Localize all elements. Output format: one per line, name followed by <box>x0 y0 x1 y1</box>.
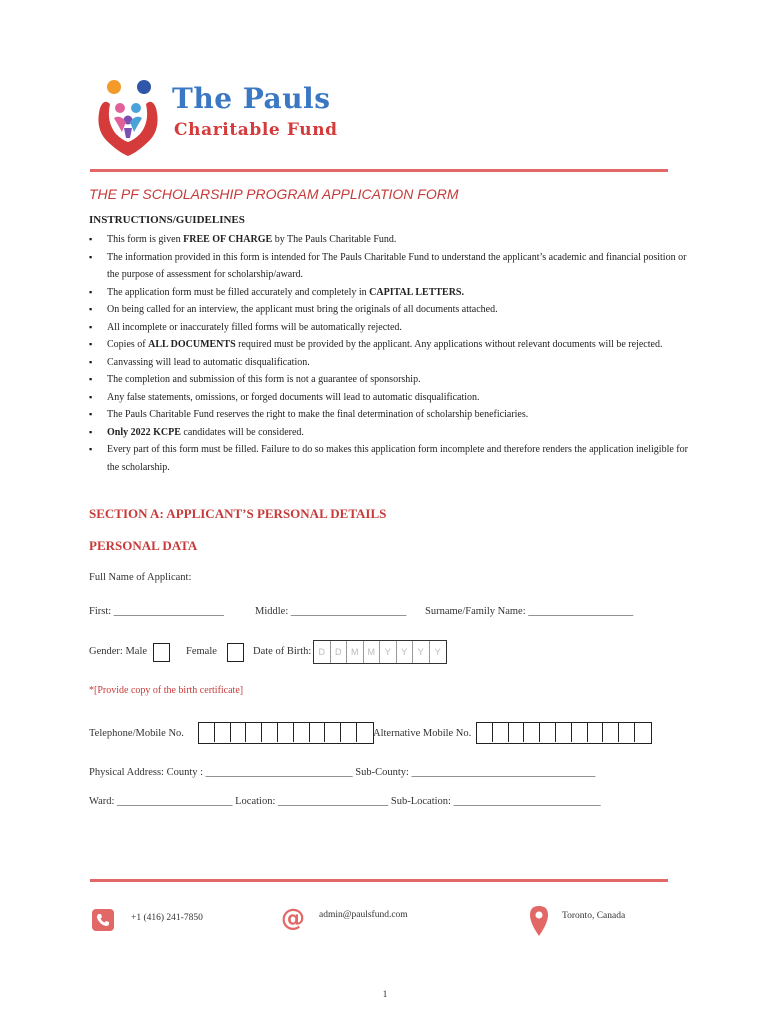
instruction-text: by The Pauls Charitable Fund. <box>272 234 397 245</box>
svg-text:@: @ <box>281 904 305 932</box>
instruction-text: Every part of this form must be filled. Failure to do so makes this application form incomplete and therefore renders the application ineligible for the scholarship. <box>107 444 688 473</box>
phone-input[interactable] <box>198 722 374 744</box>
instruction-text: The information provided in this form is intended for The Pauls Charitable Fund to understand the applicant’s academic and financial position or the purpose of assessment for scholarship/award. <box>107 251 687 280</box>
male-checkbox[interactable] <box>153 643 170 662</box>
dob-digit-box[interactable]: Y <box>413 641 430 663</box>
footer-divider <box>90 879 668 882</box>
dob-digit-box[interactable]: M <box>347 641 364 663</box>
first-name-field[interactable]: First: _____________________ <box>89 606 225 617</box>
dob-digit-box[interactable]: D <box>331 641 348 663</box>
middle-name-field[interactable]: Middle: ______________________ <box>255 606 407 617</box>
footer-location: Toronto, Canada <box>562 911 626 921</box>
phone-icon <box>92 909 114 931</box>
gender-female-label: Female <box>186 646 217 657</box>
instruction-text: Any false statements, omissions, or forged documents will lead to automatic disqualification. <box>107 391 480 403</box>
instruction-text: The completion and submission of this form is not a guarantee of sponsorship. <box>107 374 421 385</box>
instruction-emphasis: FREE OF CHARGE <box>183 234 273 245</box>
dob-digit-box[interactable]: Y <box>397 641 414 663</box>
brand-subtitle: Charitable Fund <box>174 120 338 140</box>
dob-digit-box[interactable]: Y <box>380 641 397 663</box>
map-pin-icon <box>529 905 549 937</box>
full-name-label: Full Name of Applicant: <box>89 572 192 583</box>
surname-field[interactable]: Surname/Family Name: ____________________ <box>425 606 634 617</box>
instruction-item <box>89 249 689 284</box>
page-number: 1 <box>382 989 388 999</box>
instruction-item <box>89 406 689 424</box>
instruction-text: The application form must be filled accurately and completely in <box>107 286 370 298</box>
instruction-text: All incomplete or inaccurately filled forms will be automatically rejected. <box>107 321 402 333</box>
instruction-item <box>89 424 689 442</box>
instruction-emphasis: Only 2022 KCPE <box>107 426 181 438</box>
ward-location-fields[interactable]: Ward: ______________________ Location: _____________________ Sub-Location: ____________________________ <box>89 796 601 807</box>
header-divider <box>90 169 668 172</box>
logo-mark <box>92 78 164 160</box>
birth-certificate-note: *[Provide copy of the birth certificate] <box>89 685 244 696</box>
instruction-text: This form is given <box>107 234 184 245</box>
instruction-item <box>89 371 689 389</box>
instruction-item <box>89 301 689 319</box>
phone-label: Telephone/Mobile No. <box>89 728 184 739</box>
dob-label: Date of Birth: <box>253 646 312 657</box>
instruction-item <box>89 284 689 302</box>
section-a-heading: SECTION A: APPLICANT’S PERSONAL DETAILS <box>89 506 387 521</box>
dob-digit-box[interactable]: Y <box>434 647 441 657</box>
address-fields[interactable]: Physical Address: County : ____________________________ Sub-County: ___________________________________ <box>89 767 596 778</box>
dob-digit-box[interactable]: D <box>314 641 331 663</box>
footer-phone: +1 (416) 241-7850 <box>131 913 203 923</box>
instructions-list <box>89 231 689 476</box>
instruction-emphasis: CAPITAL LETTERS. <box>369 286 464 298</box>
alt-phone-label: Alternative Mobile No. <box>373 728 472 739</box>
instruction-text: The Pauls Charitable Fund reserves the right to make the final determination of scholarship beneficiaries. <box>107 409 529 420</box>
instruction-text: Canvassing will lead to automatic disqualification. <box>107 356 310 368</box>
instruction-item <box>89 389 689 407</box>
instruction-emphasis: ALL DOCUMENTS <box>148 339 236 350</box>
instruction-item <box>89 441 689 476</box>
instruction-item <box>89 231 689 249</box>
instruction-text: Copies of <box>107 339 149 350</box>
instruction-text: candidates will be considered. <box>180 426 304 438</box>
dob-input[interactable] <box>313 640 447 664</box>
instruction-item <box>89 354 689 372</box>
brand-name: The Pauls <box>172 82 331 115</box>
footer-email: admin@paulsfund.com <box>319 910 408 920</box>
at-sign-icon <box>280 903 306 933</box>
instruction-item <box>89 319 689 337</box>
gender-male-label: Gender: Male <box>89 646 148 657</box>
alt-phone-input[interactable] <box>476 722 652 744</box>
personal-data-heading: PERSONAL DATA <box>89 538 198 553</box>
instructions-heading: INSTRUCTIONS/GUIDELINES <box>89 214 245 226</box>
instruction-item <box>89 336 689 354</box>
form-title: THE PF SCHOLARSHIP PROGRAM APPLICATION FORM <box>89 186 459 202</box>
instruction-text: On being called for an interview, the applicant must bring the originals of all documents attached. <box>107 304 498 315</box>
dob-digit-box[interactable]: M <box>364 641 381 663</box>
female-checkbox[interactable] <box>227 643 244 662</box>
instruction-text: required must be provided by the applicant. Any applications without relevant documents will be rejected. <box>235 339 663 350</box>
